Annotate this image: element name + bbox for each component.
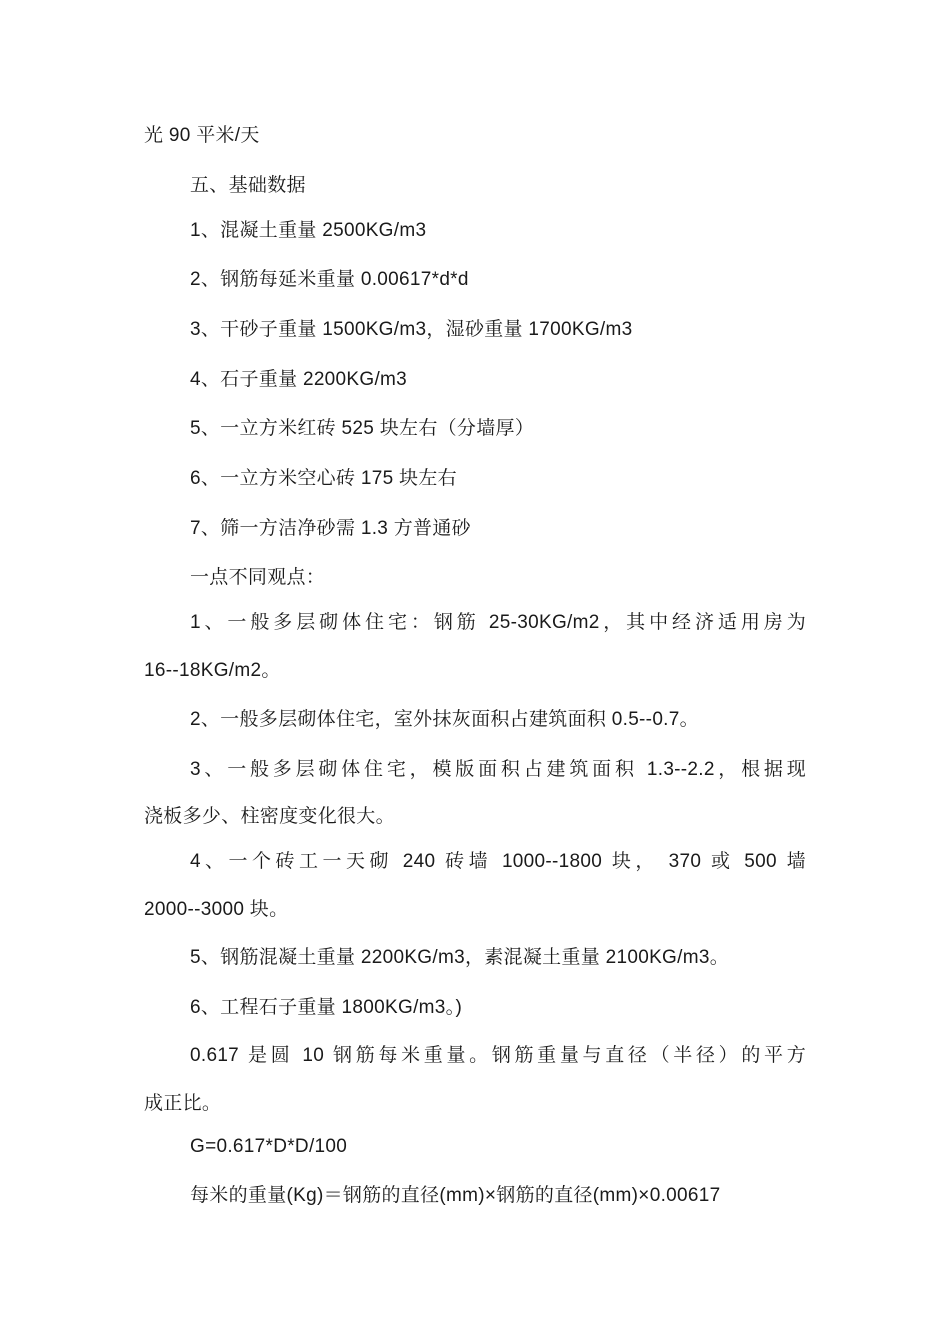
list-item-7: 7、筛一方洁净砂需 1.3 方普通砂	[190, 518, 471, 539]
paragraph-1-line-1: 1、一般多层砌体住宅：钢筋 25-30KG/m2，其中经济适用房为	[190, 612, 806, 633]
paragraph-5: 5、钢筋混凝土重量 2200KG/m3，素混凝土重量 2100KG/m3。	[190, 947, 730, 968]
paragraph-1-line-2: 16--18KG/m2。	[144, 660, 281, 681]
paragraph-4-line-2: 2000--3000 块。	[144, 899, 289, 920]
paragraph-4-line-1: 4、一个砖工一天砌 240 砖墙 1000--1800 块， 370 或 500 墙	[190, 851, 806, 872]
subsection-heading: 一点不同观点：	[190, 567, 326, 588]
paragraph-6: 6、工程石子重量 1800KG/m3。)	[190, 997, 463, 1018]
formula-description: 每米的重量(Kg)＝钢筋的直径(mm)×钢筋的直径(mm)×0.00617	[190, 1185, 721, 1206]
list-item-4: 4、石子重量 2200KG/m3	[190, 369, 408, 390]
text-line-continuation: 光 90 平米/天	[144, 125, 260, 146]
paragraph-7-line-2: 成正比。	[144, 1093, 222, 1114]
paragraph-3-line-2: 浇板多少、柱密度变化很大。	[144, 806, 395, 827]
paragraph-2: 2、一般多层砌体住宅，室外抹灰面积占建筑面积 0.5--0.7。	[190, 709, 699, 730]
paragraph-7-line-1: 0.617 是圆 10 钢筋每米重量。钢筋重量与直径（半径）的平方	[190, 1045, 806, 1066]
paragraph-3-line-1: 3、一般多层砌体住宅，模版面积占建筑面积 1.3--2.2，根据现	[190, 759, 806, 780]
list-item-3: 3、干砂子重量 1500KG/m3，湿砂重量 1700KG/m3	[190, 319, 633, 340]
list-item-1: 1、混凝土重量 2500KG/m3	[190, 220, 427, 241]
list-item-6: 6、一立方米空心砖 175 块左右	[190, 468, 457, 489]
list-item-2: 2、钢筋每延米重量 0.00617*d*d	[190, 269, 469, 290]
list-item-5: 5、一立方米红砖 525 块左右（分墙厚）	[190, 418, 535, 439]
section-heading: 五、基础数据	[190, 175, 306, 196]
formula-line: G=0.617*D*D/100	[190, 1136, 348, 1157]
